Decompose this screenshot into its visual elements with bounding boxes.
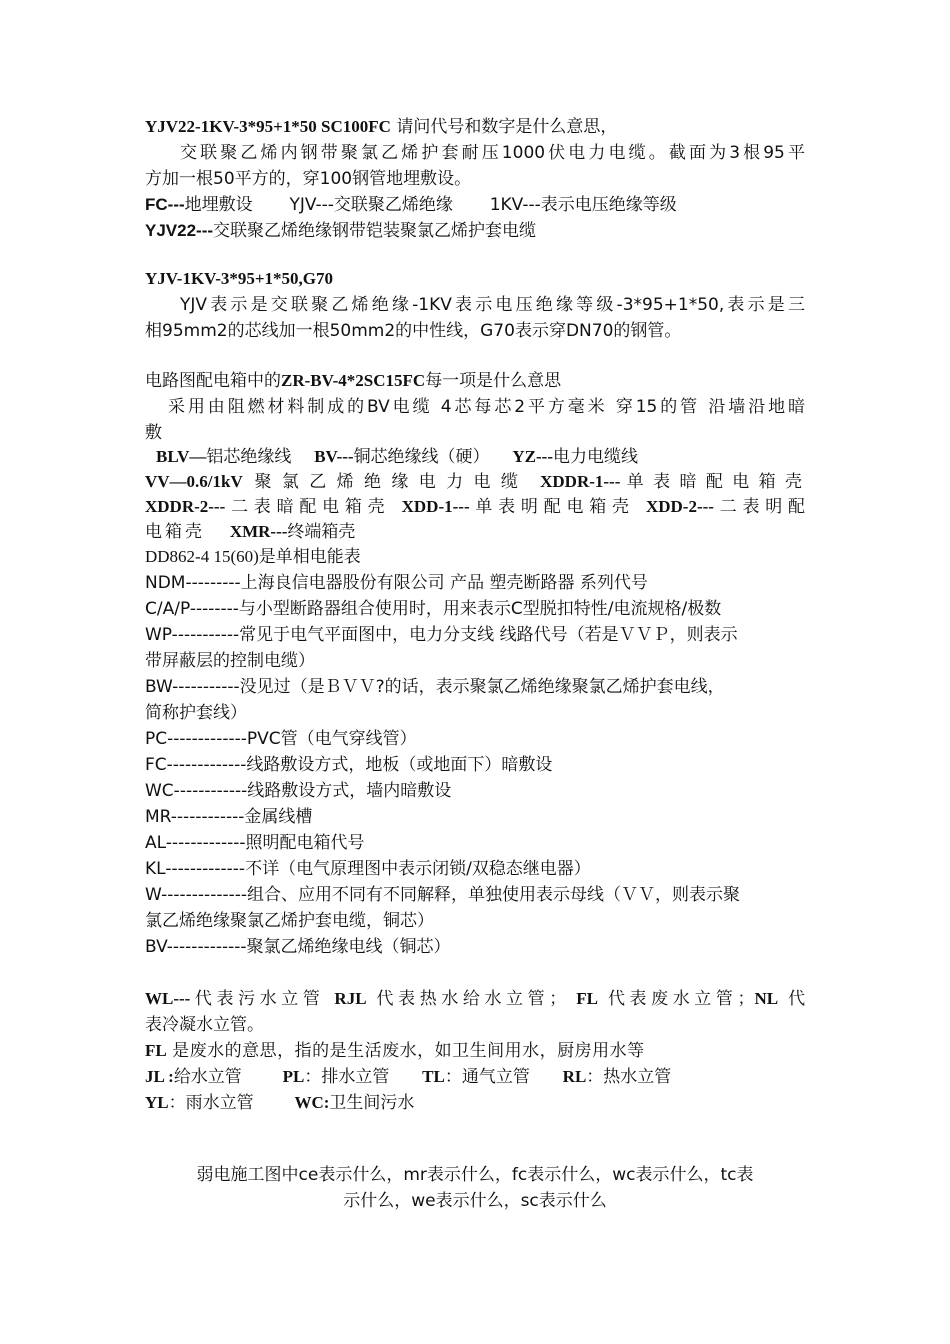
s4-tl-code: TL xyxy=(422,1067,445,1086)
s3-xmr-line xyxy=(145,519,805,545)
s3-vv-code: VV—0.6/1kV xyxy=(145,472,243,491)
s1-codes-line xyxy=(145,192,805,218)
s1-kv-code: 1KV--- xyxy=(489,195,541,215)
s4-rl-text: ：热水立管 xyxy=(586,1067,672,1087)
s3-bw-line1: BW-----------没见过（是ＢＶＶ?的话，表示聚氯乙烯绝缘聚氯乙烯护套电线， xyxy=(145,677,725,697)
s4-yl-line xyxy=(145,1090,805,1116)
s1-yjv-code: YJV--- xyxy=(289,195,334,215)
s5-line2: 示什么，we表示什么，sc表示什么 xyxy=(343,1191,607,1211)
s1-fc-code: FC--- xyxy=(145,195,185,214)
s3-xddr2-text: 二表暗配电箱壳 xyxy=(225,497,391,517)
s3-ndm-line: NDM---------上海良信电器股份有限公司 产品 塑壳断路器 系列代号 xyxy=(145,573,648,593)
s3-xddr2-code: XDDR-2--- xyxy=(145,497,226,516)
s4-jl-text: 给水立管 xyxy=(173,1067,242,1087)
s4-line2: 表冷凝水立管。 xyxy=(145,1015,264,1035)
s3-bv-text: 铜芯绝缘线（硬） xyxy=(353,447,490,467)
s3-xdd1-code: XDD-1--- xyxy=(401,497,470,516)
s1-kv-text: 表示电压绝缘等级 xyxy=(540,195,677,215)
s3-kl-line: KL-------------不详（电气原理图中表示闭锁/双稳态继电器） xyxy=(145,859,591,879)
s4-pl-text: ：排水立管 xyxy=(304,1067,390,1087)
s3-yz-code: YZ--- xyxy=(512,447,553,466)
s3-pc-line: PC-------------PVC管（电气穿线管） xyxy=(145,729,417,749)
s4-fl2-text: 是废水的意思，指的是生活废水，如卫生间用水，厨房用水等 xyxy=(172,1041,645,1061)
s3-q-prefix: 电路图配电箱中的 xyxy=(145,371,281,391)
s4-wc-text: 卫生间污水 xyxy=(329,1093,415,1113)
s4-fl-code: FL xyxy=(576,989,598,1008)
s3-w-line2: 氯乙烯绝缘聚氯乙烯护套电缆，铜芯） xyxy=(145,911,434,931)
s1-title-question: 请问代号和数字是什么意思， xyxy=(396,117,618,137)
s3-answer-line1: 采用由阻燃材料制成的BV电缆 4芯每芯2平方毫米 穿15的管 沿墙沿地暗 xyxy=(168,397,805,417)
s3-bw-line2: 简称护套线） xyxy=(145,703,247,723)
s3-wp-line1: WP-----------常见于电气平面图中，电力分支线 线路代号（若是ＶＶＰ，则表示 xyxy=(145,625,738,645)
s2-title: YJV-1KV-3*95+1*50,G70 xyxy=(145,269,334,288)
s4-fl2-code: FL xyxy=(145,1041,167,1060)
s4-wl-code: WL--- xyxy=(145,989,191,1008)
s3-xdd1-text: 单表明配电箱壳 xyxy=(469,497,635,517)
s1-title-code: YJV22-1KV-3*95+1*50 SC100FC xyxy=(145,117,391,136)
s1-fc-text: 地埋敷设 xyxy=(184,195,253,215)
s3-cap-line: C/A/P--------与小型断路器组合使用时，用来表示C型脱扣特性/电流规格/极数 xyxy=(145,599,722,619)
s1-title-line xyxy=(145,114,805,140)
s1-yjv22-code: YJV22--- xyxy=(145,221,214,240)
s4-yl-code: YL xyxy=(145,1093,169,1112)
s3-xmr-text: 终端箱壳 xyxy=(287,522,356,542)
s3-bv-wire-line: BV-------------聚氯乙烯绝缘电线（铜芯） xyxy=(145,937,451,957)
s3-vv-text: 聚氯乙烯绝缘电力电缆 xyxy=(254,472,529,492)
s3-vv-line xyxy=(145,469,805,495)
s3-wp-line2: 带屏蔽层的控制电缆） xyxy=(145,651,315,671)
s2-desc-line2: 相95mm2的芯线加一根50mm2的中性线，G70表示穿DN70的钢管。 xyxy=(145,321,682,341)
s3-xdd2-text: 二表明配 xyxy=(713,497,805,517)
s3-xdd2-code: XDD-2--- xyxy=(645,497,714,516)
s4-fl-text: 代表废水立管； xyxy=(607,989,755,1009)
s3-blv-text: 铝芯绝缘线 xyxy=(206,447,292,467)
s4-pl-code: PL xyxy=(282,1067,305,1086)
s3-blv-line xyxy=(156,444,816,470)
s3-answer-line2: 敷 xyxy=(145,423,162,443)
s3-xddr1-text: 单表暗配电箱壳 xyxy=(620,472,805,492)
s1-yjv22-line xyxy=(145,218,805,244)
s3-yz-text: 电力电缆线 xyxy=(552,447,638,467)
s4-nl-code: NL xyxy=(754,989,779,1008)
s3-dd-line: DD862-4 15(60)是单相电能表 xyxy=(145,547,361,566)
s4-rl-code: RL xyxy=(562,1067,587,1086)
s5-line1: 弱电施工图中ce表示什么，mr表示什么，fc表示什么，wc表示什么，tc表 xyxy=(196,1165,754,1185)
s4-wc-code: WC: xyxy=(294,1093,330,1112)
s3-al-line: AL-------------照明配电箱代号 xyxy=(145,833,365,853)
s4-fl2-line xyxy=(145,1038,805,1064)
s3-q-suffix: 每一项是什么意思 xyxy=(425,371,562,391)
s3-xdd2-text-cont: 电箱壳 xyxy=(145,522,205,542)
s4-tl-text: ：通气立管 xyxy=(444,1067,530,1087)
s2-desc-line1: YJV表示是交联聚乙烯绝缘-1KV表示电压绝缘等级-3*95+1*50,表示是三 xyxy=(180,295,805,315)
s3-wc-line: WC------------线路敷设方式，墙内暗敷设 xyxy=(145,781,452,801)
s1-yjv-text: 交联聚乙烯绝缘 xyxy=(333,195,453,215)
s3-fc-line: FC-------------线路敷设方式，地板（或地面下）暗敷设 xyxy=(145,755,553,775)
s3-question-line xyxy=(145,368,805,394)
s4-rjl-text: 代表热水给水立管； xyxy=(376,989,567,1009)
s3-xddr1-code: XDDR-1--- xyxy=(540,472,621,491)
s3-xddr2-line xyxy=(145,494,805,520)
s4-yl-text: ：雨水立管 xyxy=(168,1093,254,1113)
s1-yjv22-text: 交联聚乙烯绝缘钢带铠装聚氯乙烯护套电缆 xyxy=(213,221,537,241)
s4-wl-text: 代表污水立管 xyxy=(190,989,325,1009)
s4-wl-line xyxy=(145,986,805,1012)
s4-rjl-code: RJL xyxy=(334,989,367,1008)
s3-bv-code: BV--- xyxy=(314,447,354,466)
s3-mr-line: MR------------金属线槽 xyxy=(145,807,313,827)
s3-xmr-code: XMR--- xyxy=(229,522,288,541)
s1-desc-line1: 交联聚乙烯内钢带聚氯乙烯护套耐压1000伏电力电缆。截面为3根95平 xyxy=(180,143,805,163)
s4-jl-code: JL : xyxy=(145,1067,174,1086)
s3-blv-code: BLV— xyxy=(156,447,207,466)
s3-q-code: ZR-BV-4*2SC15FC xyxy=(281,371,426,390)
s4-nl-text: 代 xyxy=(788,989,805,1009)
s1-desc-line2: 方加一根50平方的，穿100钢管地埋敷设。 xyxy=(145,169,472,189)
s3-w-line1: W--------------组合、应用不同有不同解释，单独使用表示母线（ＶＶ，则表示聚 xyxy=(145,885,740,905)
s4-jl-line xyxy=(145,1064,805,1090)
